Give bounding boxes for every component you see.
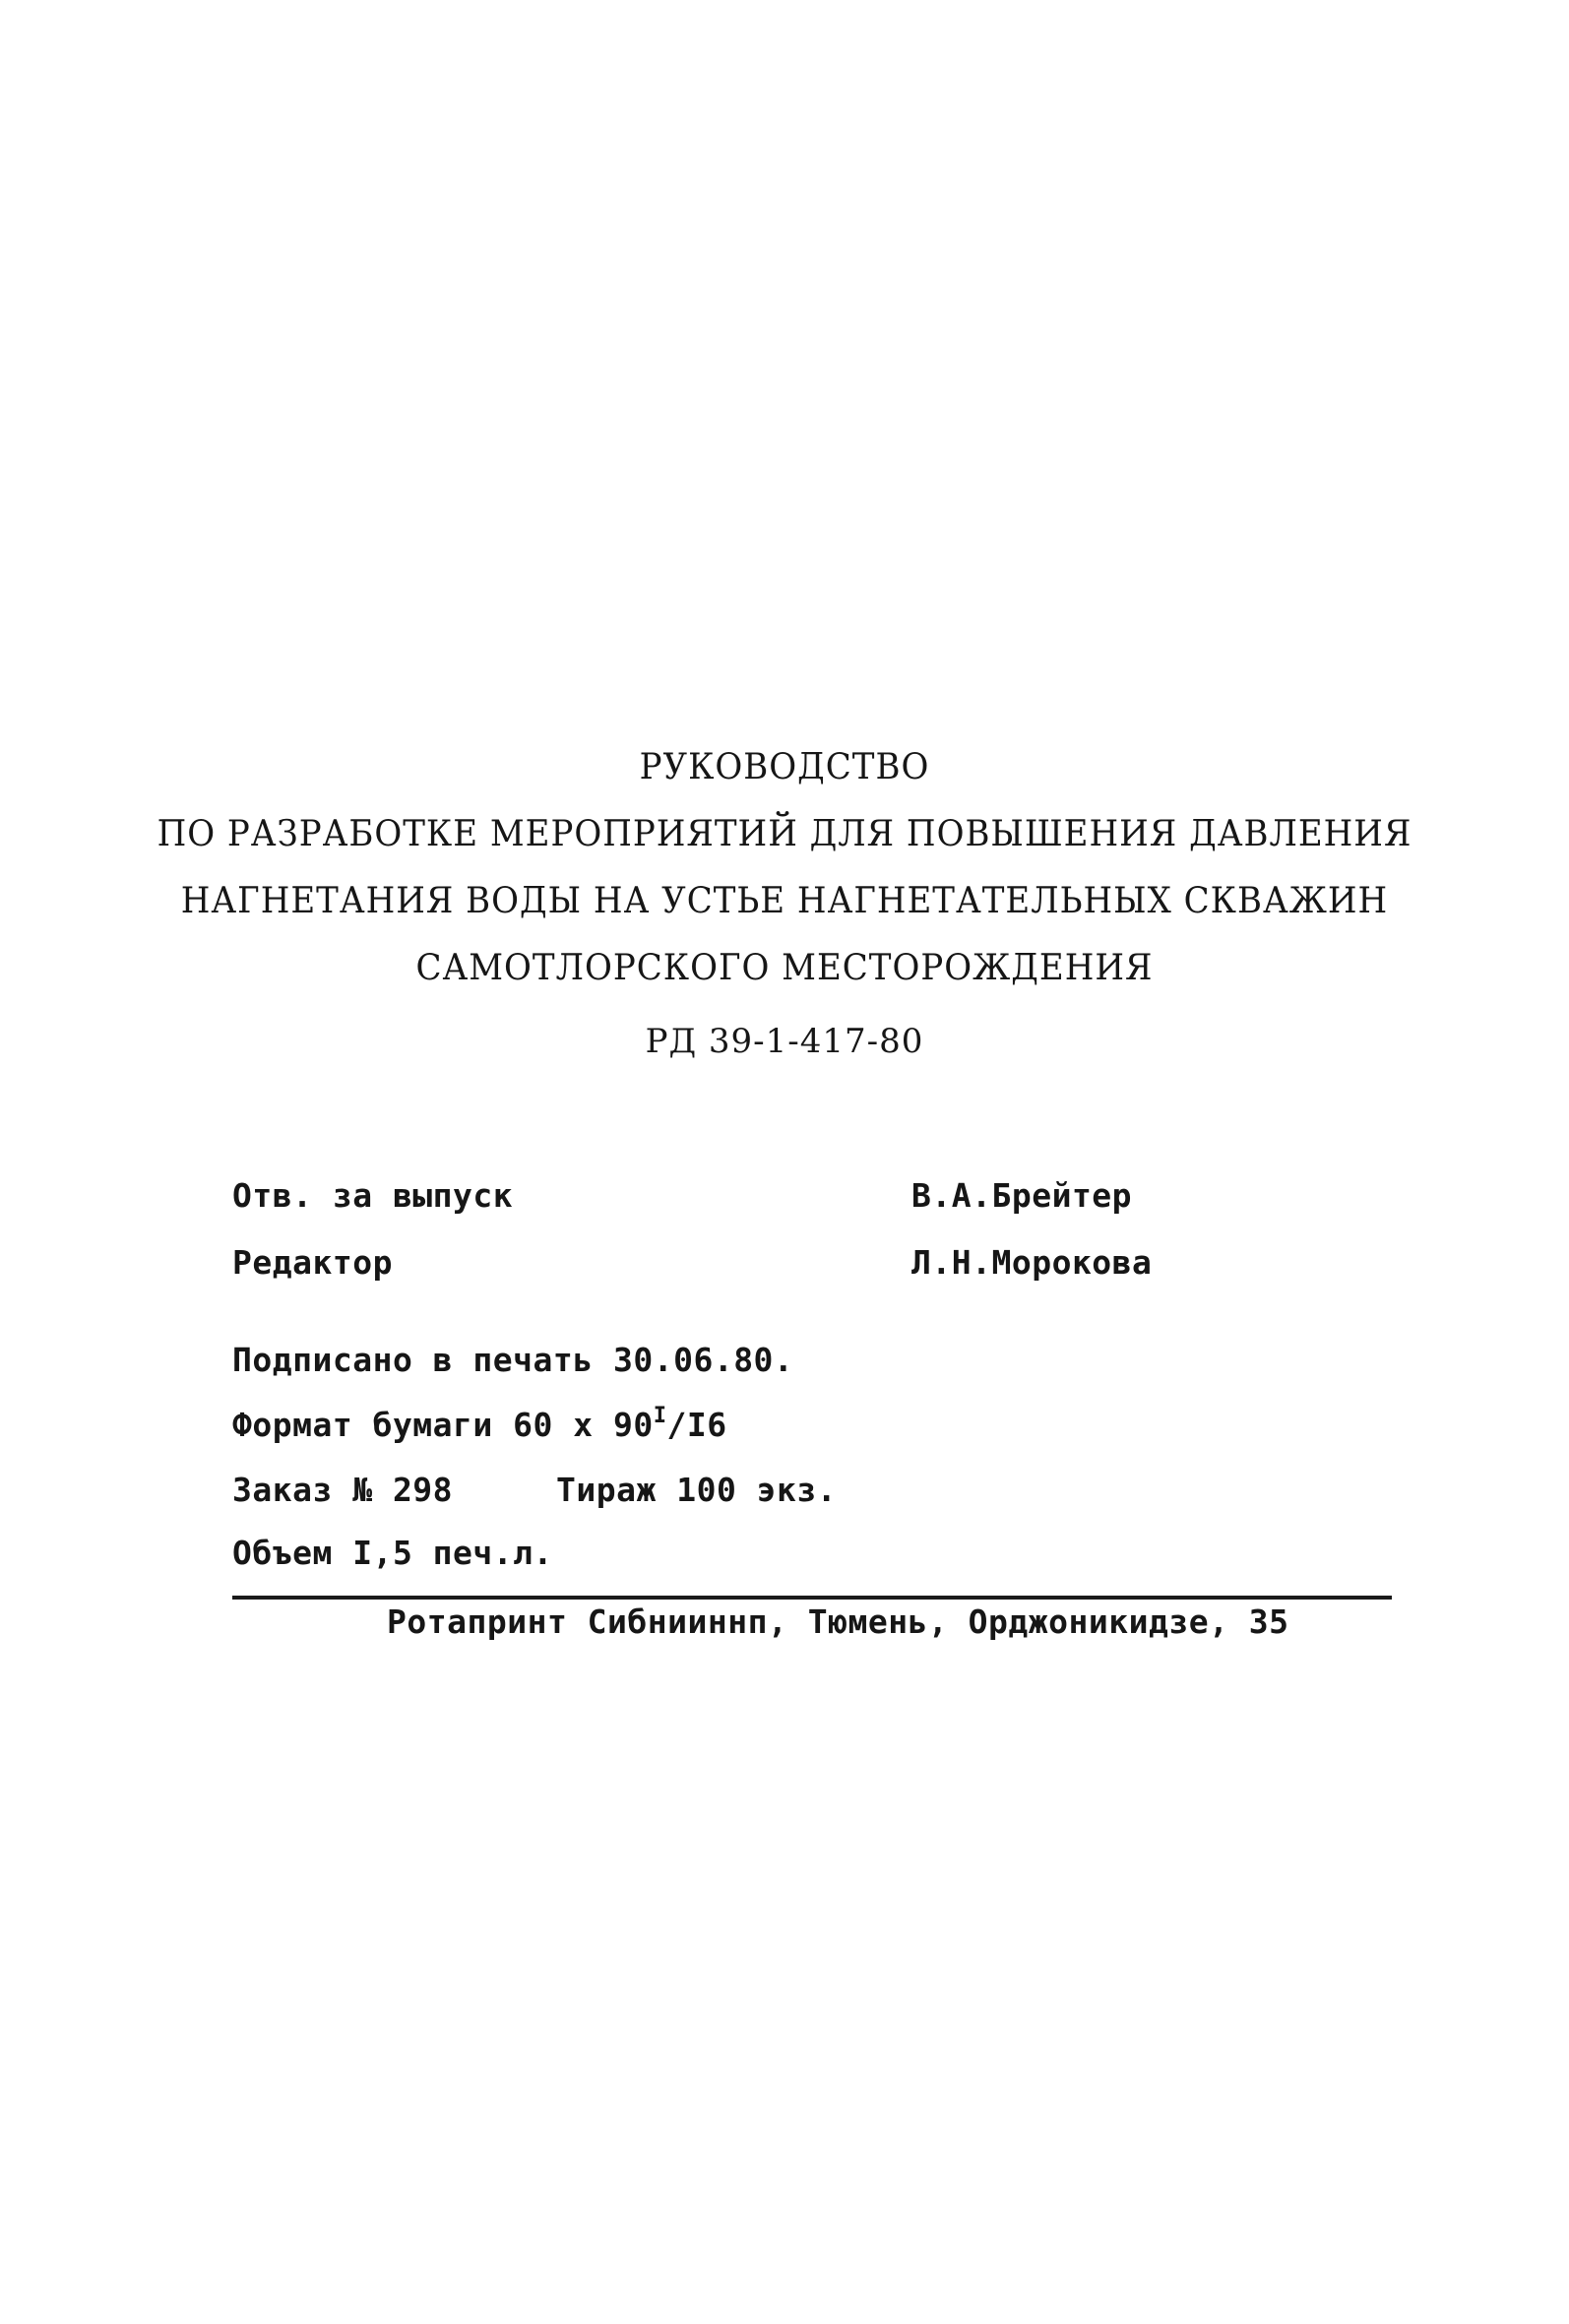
printer-imprint: Ротапринт Сибнииннп, Тюмень, Орджоникидзе, 35 — [387, 1602, 1289, 1641]
release-name: В.А.Брейтер — [911, 1176, 1133, 1215]
title-line-3: НАГНЕТАНИЯ ВОДЫ НА УСТЬЕ НАГНЕТАТЕЛЬНЫХ СКВАЖИН — [180, 879, 1389, 922]
title-line-4: САМОТЛОРСКОГО МЕСТОРОЖДЕНИЯ — [415, 946, 1154, 989]
document-code: РД 39-1-417-80 — [645, 1022, 924, 1061]
editor-label: Редактор — [232, 1243, 393, 1282]
signed-for-print: Подписано в печать 30.06.80. — [232, 1341, 794, 1379]
order-number: Заказ № 298 — [232, 1471, 454, 1509]
circulation: Тираж 100 экз. — [556, 1471, 838, 1509]
release-label: Отв. за выпуск — [232, 1176, 514, 1215]
title-line-2: ПО РАЗРАБОТКЕ МЕРОПРИЯТИЙ ДЛЯ ПОВЫШЕНИЯ ДАВЛЕНИЯ — [157, 812, 1412, 855]
paper-format — [232, 1406, 727, 1444]
volume: Объем I,5 печ.л. — [232, 1534, 553, 1572]
document-title — [0, 733, 1569, 1001]
footer-divider — [232, 1596, 1392, 1600]
paper-format-suffix: /I6 — [666, 1406, 727, 1444]
editor-name: Л.Н.Морокова — [911, 1243, 1153, 1282]
paper-format-prefix: Формат бумаги 60 х 90 — [232, 1406, 654, 1444]
title-line-1: РУКОВОДСТВО — [639, 745, 930, 788]
paper-format-sup: I — [653, 1404, 667, 1428]
